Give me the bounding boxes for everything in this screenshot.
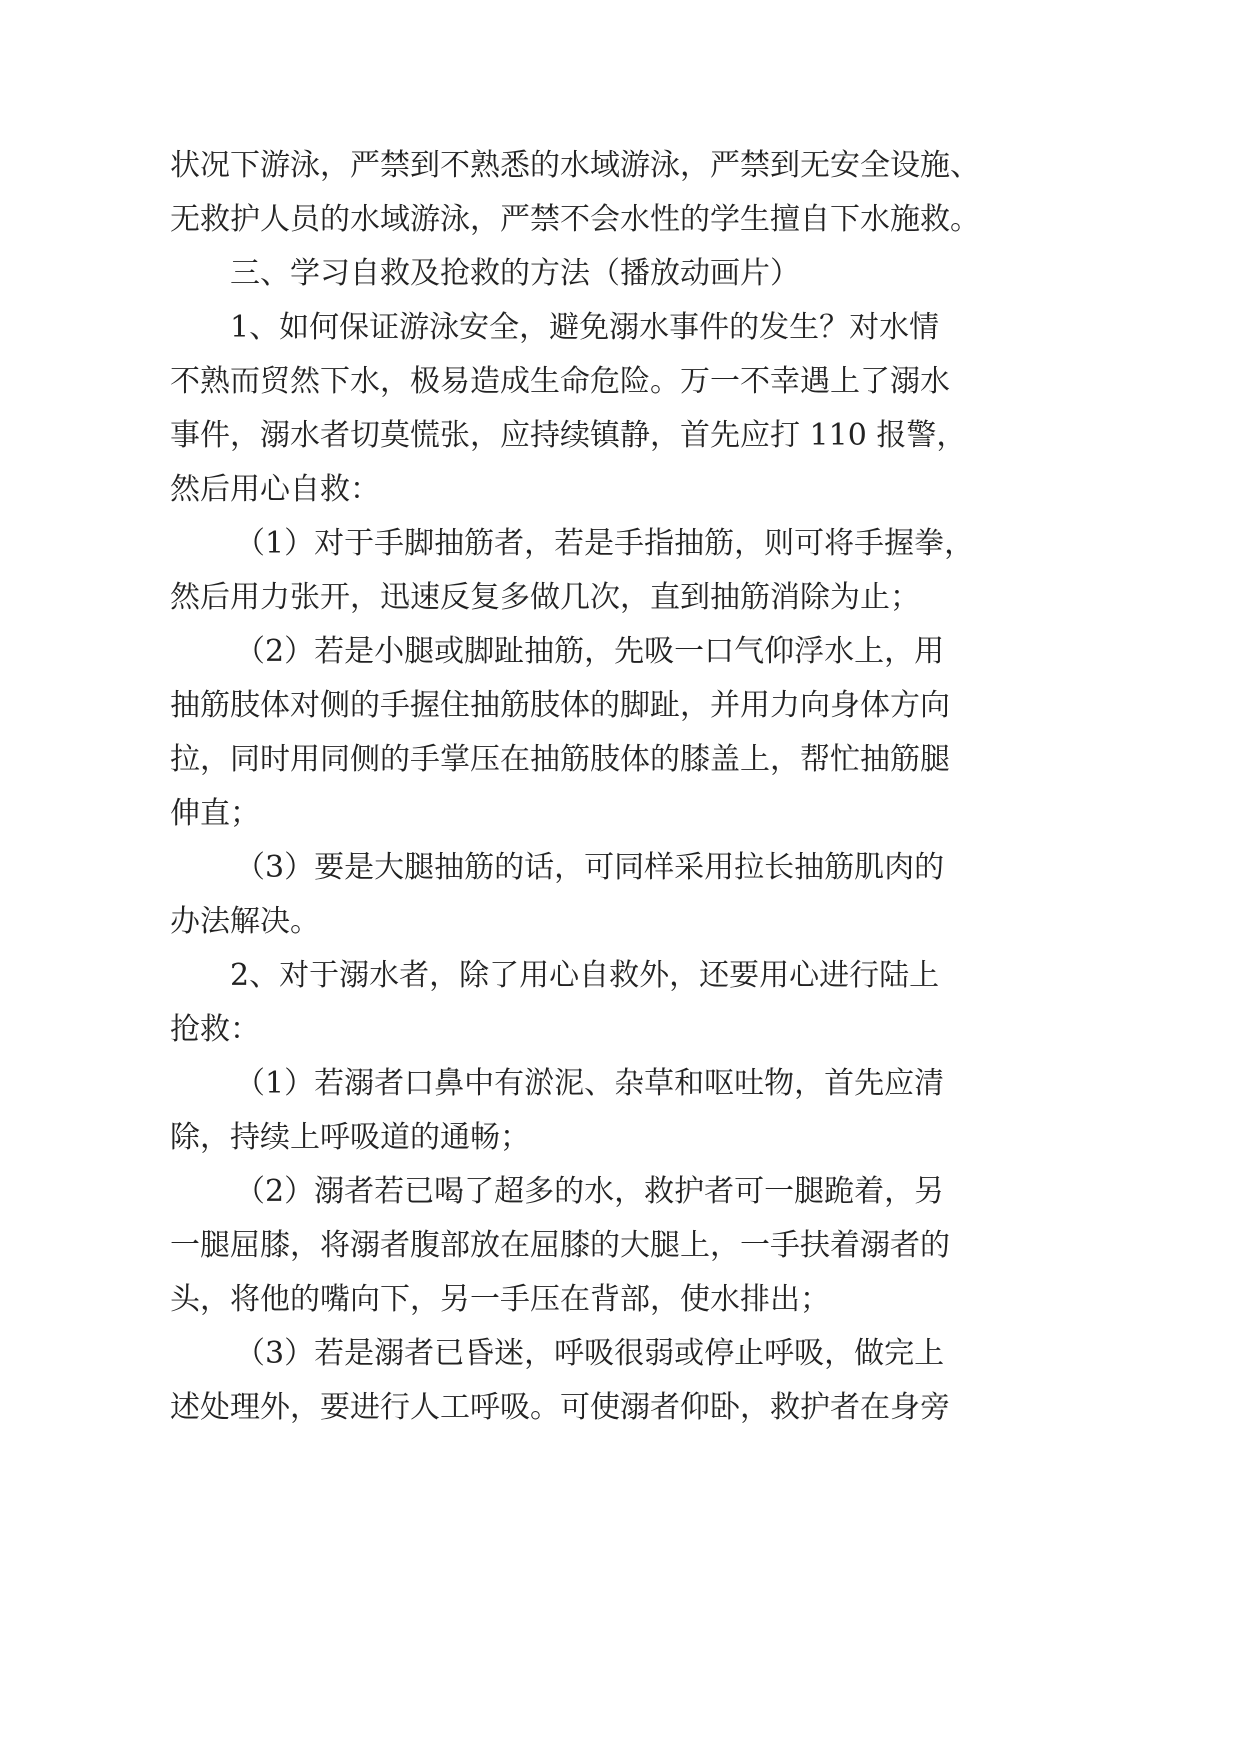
body-text-line: 无救护人员的水域游泳，严禁不会水性的学生擅自下水施救。	[170, 202, 980, 237]
body-text-line: 头，将他的嘴向下，另一手压在背部，使水排出；	[170, 1282, 830, 1317]
body-text-line: 抢救：	[170, 1012, 260, 1047]
body-text-line: 事件，溺水者切莫慌张，应持续镇静，首先应打 110 报警，	[170, 418, 967, 453]
section-heading: 三、学习自救及抢救的方法（播放动画片）	[230, 256, 800, 291]
body-text-line: 除，持续上呼吸道的通畅；	[170, 1120, 530, 1155]
body-text-line: 状况下游泳，严禁到不熟悉的水域游泳，严禁到无安全设施、	[170, 148, 980, 183]
body-text-line: 不熟而贸然下水，极易造成生命危险。万一不幸遇上了溺水	[170, 364, 950, 399]
body-text-line: 述处理外，要进行人工呼吸。可使溺者仰卧，救护者在身旁	[170, 1390, 950, 1425]
body-text-line: （2）溺者若已喝了超多的水，救护者可一腿跪着，另	[235, 1174, 945, 1209]
body-text-line: （3）要是大腿抽筋的话，可同样采用拉长抽筋肌肉的	[235, 850, 945, 885]
body-text-line: （3）若是溺者已昏迷，呼吸很弱或停止呼吸，做完上	[235, 1336, 945, 1371]
body-text-line: 拉，同时用同侧的手掌压在抽筋肢体的膝盖上，帮忙抽筋腿	[170, 742, 950, 777]
body-text-line: （1）对于手脚抽筋者，若是手指抽筋，则可将手握拳，	[235, 526, 975, 561]
body-text-line: 一腿屈膝，将溺者腹部放在屈膝的大腿上，一手扶着溺者的	[170, 1228, 950, 1263]
body-text-line: 伸直；	[170, 796, 260, 831]
body-text-line: 抽筋肢体对侧的手握住抽筋肢体的脚趾，并用力向身体方向	[170, 688, 950, 723]
body-text-line: 然后用心自救：	[170, 472, 380, 507]
body-text-line: 然后用力张开，迅速反复多做几次，直到抽筋消除为止；	[170, 580, 920, 615]
body-text-line: 2、对于溺水者，除了用心自救外，还要用心进行陆上	[230, 958, 940, 993]
body-text-line: 1、如何保证游泳安全，避免溺水事件的发生？对水情	[230, 310, 940, 345]
body-text-line: 办法解决。	[170, 904, 320, 939]
body-text-line: （2）若是小腿或脚趾抽筋，先吸一口气仰浮水上，用	[235, 634, 945, 669]
body-text-line: （1）若溺者口鼻中有淤泥、杂草和呕吐物，首先应清	[235, 1066, 945, 1101]
